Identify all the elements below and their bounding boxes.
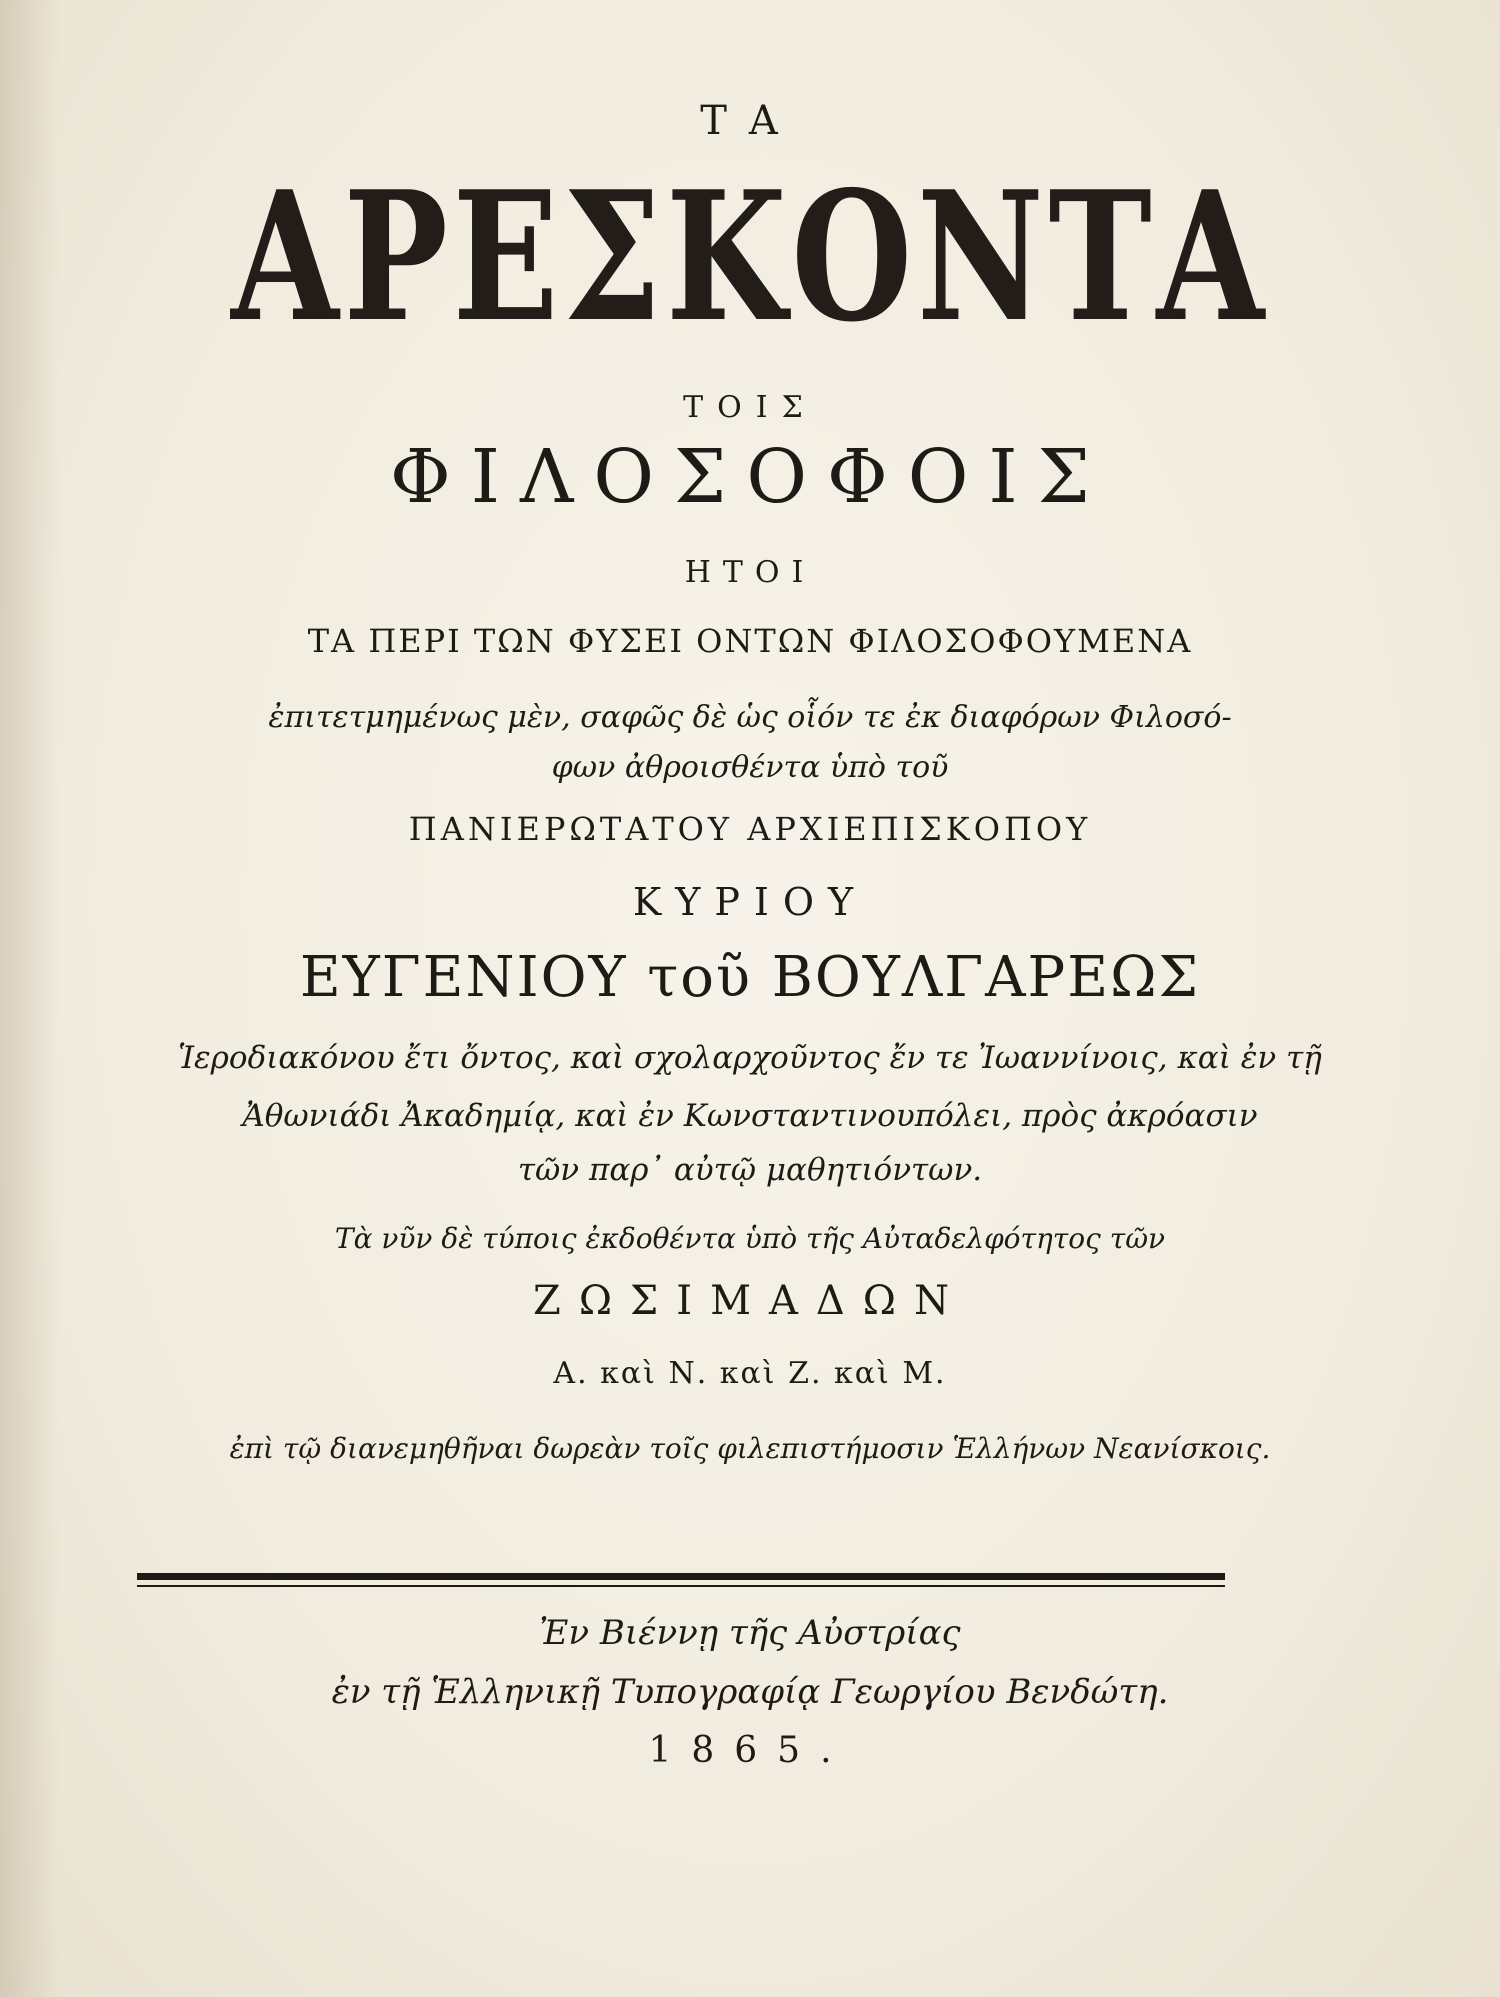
publisher-name: ΖΩΣΙΜΑΔΩΝ <box>533 1278 967 1324</box>
imprint-year: 1865. <box>648 1730 852 1771</box>
line-ta: ΤΑ <box>700 98 800 144</box>
imprint-printer: ἐν τῇ Ἑλληνικῇ Τυπογραφίᾳ Γεωργίου Βενδώτη. <box>331 1672 1169 1712</box>
publisher-intro: Τὰ νῦν δὲ τύποις ἐκδοθέντα ὑπὸ τῆς Αὐταδελφότητος τῶν <box>334 1222 1166 1255</box>
description-line-2: Ἀθωνιάδι Ἀκαδημίᾳ, καὶ ἐν Κωνσταντινουπόλει, πρὸς ἀκρόασιν <box>242 1098 1258 1134</box>
author-name: ΕΥΓΕΝΙΟΥ τοῦ ΒΟΥΛΓΑΡΕΩΣ <box>299 945 1201 1010</box>
subtitle-line-1: ἐπιτετμημένως μὲν, σαφῶς δὲ ὡς οἷόν τε ἐκ διαφόρων Φιλοσό- <box>268 700 1232 735</box>
line-filosofois: ΦΙΛΟΣΟΦΟΙΣ <box>390 434 1110 520</box>
imprint-place: Ἐν Βιέννῃ τῆς Αὐστρίας <box>539 1613 961 1653</box>
dedication-line: ἐπὶ τῷ διανεμηθῆναι δωρεὰν τοῖς φιλεπιστήμοσιν Ἑλλήνων Νεανίσκοις. <box>229 1432 1271 1465</box>
line-tois: ΤΟΙΣ <box>683 390 817 425</box>
divider-thin <box>137 1585 1225 1587</box>
main-title: ΑΡΕΣΚΟΝΤΑ <box>231 152 1269 361</box>
description-line-3: τῶν παρ᾽ αὐτῷ μαθητιόντων. <box>517 1152 983 1188</box>
line-panierotatou: ΠΑΝΙΕΡΩΤΑΤΟΥ ΑΡΧΙΕΠΙΣΚΟΠΟΥ <box>408 810 1092 848</box>
line-kyriou: ΚΥΡΙΟΥ <box>632 880 868 924</box>
line-htoi: ΗΤΟΙ <box>684 555 816 590</box>
subtitle-line-2: φων ἀθροισθέντα ὑπὸ τοῦ <box>551 750 949 785</box>
description-line-1: Ἱεροδιακόνου ἔτι ὄντος, καὶ σχολαρχοῦντος ἔν τε Ἰωαννίνοις, καὶ ἐν τῇ <box>178 1040 1322 1076</box>
publisher-initials: Α. καὶ Ν. καὶ Ζ. καὶ Μ. <box>553 1356 947 1391</box>
line-peri: ΤΑ ΠΕΡΙ ΤΩΝ ΦΥΣΕΙ ΟΝΤΩΝ ΦΙΛΟΣΟΦΟΥΜΕΝΑ <box>307 622 1193 660</box>
divider-thick <box>137 1573 1225 1580</box>
